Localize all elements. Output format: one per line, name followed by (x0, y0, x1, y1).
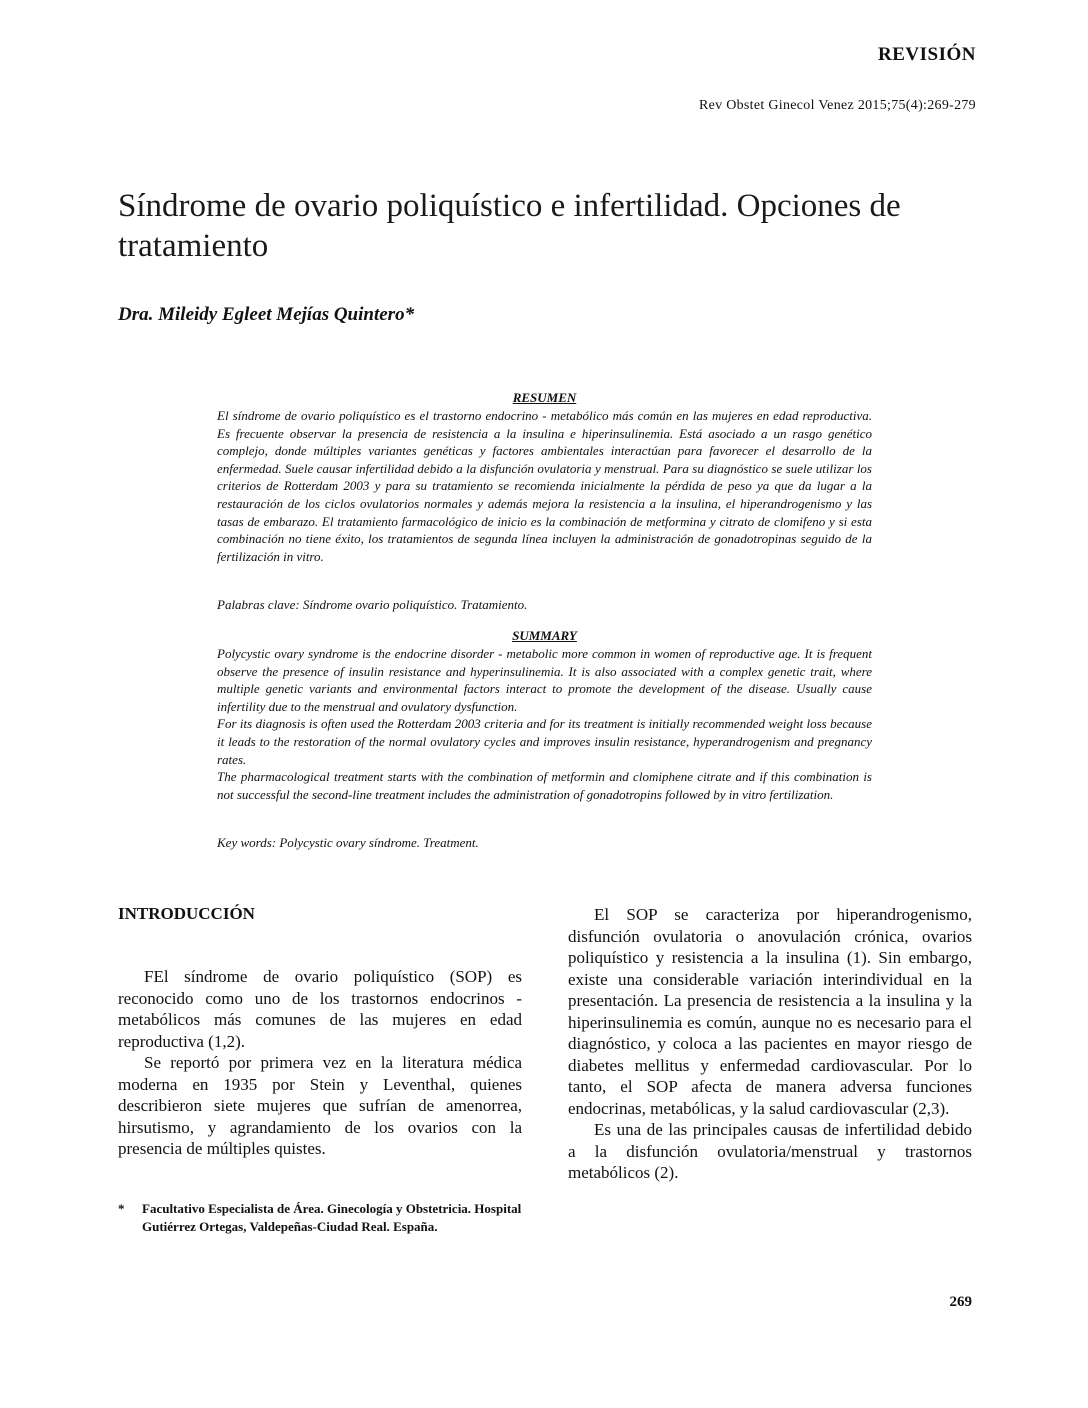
body-paragraph: El SOP se caracteriza por hiperandrogenismo, disfunción ovulatoria o anovulación crónica, ovarios poliquístico y resistencia a la insulina (1). Sin embargo, existe una considerable variación interindividual en la presentación. La presencia de resistencia a la insulina y la hiperinsulinemia es común, aunque no es necesario para el diagnóstico, y coloca a las pacientes en mayor riesgo de diabetes mellitus y enfermedad cardiovascular. Por lo tanto, el SOP afecta de manera adversa funciones endocrinas, metabólicas, y la salud cardiovascular (2,3). (568, 905, 972, 1118)
journal-citation: Rev Obstet Ginecol Venez 2015;75(4):269-279 (698, 98, 976, 113)
summary-text (217, 645, 872, 803)
page-number: 269 (949, 1294, 972, 1310)
article-title: Síndrome de ovario poliquístico e infertilidad. Opciones de tratamiento (118, 188, 901, 264)
resumen-text: El síndrome de ovario poliquístico es el trastorno endocrino - metabólico más común en las mujeres en edad reproductiva. Es frecuente observar la presencia de resistencia a la insulina e hiperinsulinemia. Está asociado a un rasgo genético complejo, donde múltiples variantes genéticas y factores ambientales interactúan para favorecer el desarrollo de la enfermedad. Suele causar infertilidad debido a la disfunción ovulatoria y menstrual. Para su diagnóstico se suele utilizar los criterios de Rotterdam 2003 y para su tratamiento se recomienda inicialmente la pérdida de peso ya que da lugar a la restauración de los ciclos ovulatorios normales y además mejora la resistencia a la insulina, el hiperandrogenismo y las tasas de embarazo. El tratamiento farmacológico de inicio es la combinación de metformina y citrato de clomifeno y si esta combinación no tiene éxito, los tratamientos de segunda línea incluyen la administración de gonadotropinas seguido de la fertilización in vitro. (217, 408, 872, 564)
section-label: REVISIÓN (878, 44, 976, 65)
summary-paragraph: The pharmacological treatment starts with the combination of metformin and clomiphene citrate and if this combination is not successful the second-line treatment includes the administration of gonadotropins followed by in vitro fertilization. (217, 769, 872, 802)
body-paragraph: Es una de las principales causas de infertilidad debido a la disfunción ovulatoria/menstrual y trastornos metabólicos (2). (568, 1120, 972, 1182)
author-footnote (118, 1200, 528, 1236)
footnote-text: Facultativo Especialista de Área. Ginecología y Obstetricia. Hospital Gutiérrez Ortegas, Valdepeñas-Ciudad Real. España. (142, 1201, 522, 1234)
resumen-keywords: Palabras clave: Síndrome ovario poliquístico. Tratamiento. (217, 597, 528, 612)
summary-paragraph: For its diagnosis is often used the Rotterdam 2003 criteria and for its treatment is initially recommended weight loss because it leads to the restoration of the normal ovulatory cycles and improves insulin resistance, hyperandrogenism and pregnancy rates. (217, 716, 872, 767)
summary-heading: SUMMARY (512, 628, 577, 643)
footnote-mark: * (118, 1201, 125, 1216)
right-column (568, 904, 972, 1184)
section-heading: INTRODUCCIÓN (118, 904, 255, 923)
body-paragraph: Se reportó por primera vez en la literatura médica moderna en 1935 por Stein y Leventhal, quienes describieron siete mujeres que sufrían de amenorrea, hirsutismo, y agrandamiento de los ovarios con la presencia de múltiples quistes. (118, 1053, 522, 1158)
summary-paragraph: Polycystic ovary syndrome is the endocrine disorder - metabolic more common in women of reproductive age. It is frequent observe the presence of insulin resistance and hyperinsulinemia. It is also associated with a complex genetic trait, where multiple genetic variants and environmental factors interact to promote the development of the disease. Usually cause infertility due to the menstrual and ovulatory dysfunction. (217, 646, 872, 714)
body-paragraph: FEl síndrome de ovario poliquístico (SOP) es reconocido como uno de los trastornos endocrinos -metabólicos más comunes de las mujeres en edad reproductiva (1,2). (118, 967, 522, 1051)
left-column (118, 966, 522, 1160)
resumen-heading: RESUMEN (512, 390, 577, 405)
summary-keywords: Key words: Polycystic ovary síndrome. Treatment. (217, 835, 479, 850)
author-name: Dra. Mileidy Egleet Mejías Quintero* (118, 304, 415, 325)
